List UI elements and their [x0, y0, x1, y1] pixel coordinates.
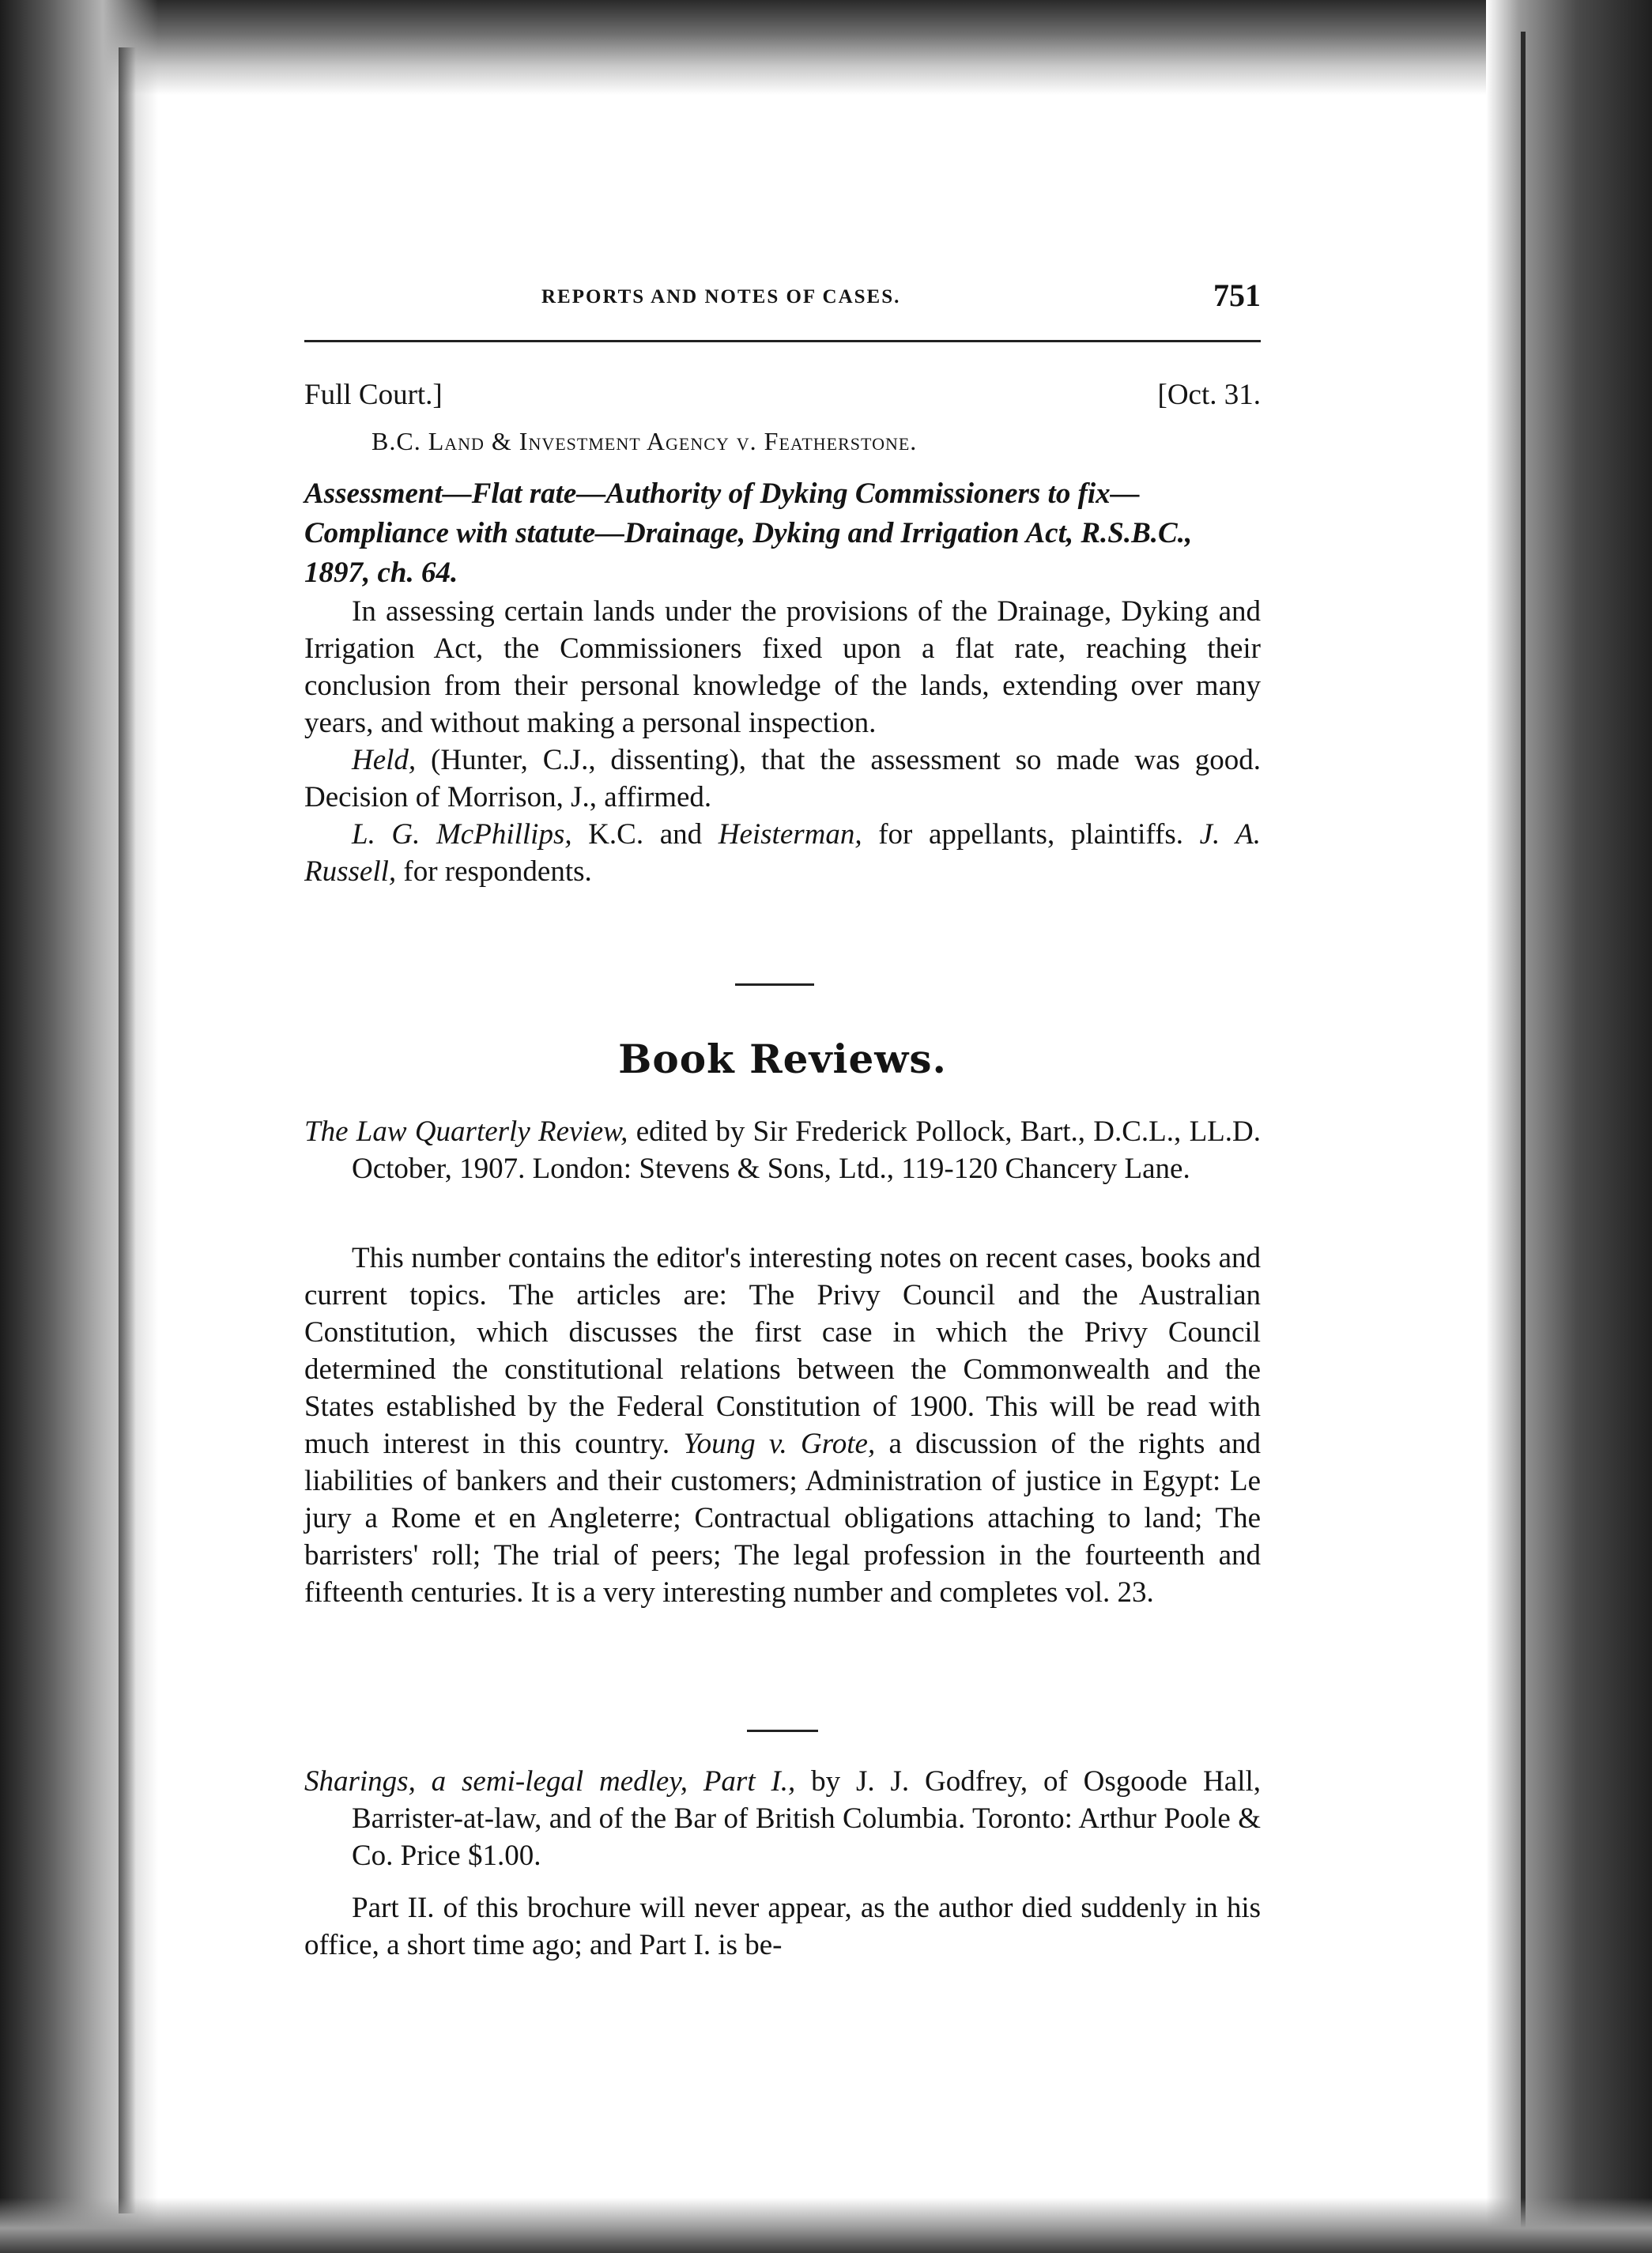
court-line	[304, 378, 1261, 417]
page-edge-right	[1521, 32, 1526, 2229]
scan-shadow-bottom	[0, 2198, 1652, 2253]
header-rule	[304, 340, 1261, 342]
review-1-body	[304, 1240, 1261, 1611]
review-divider	[747, 1730, 818, 1732]
review-1-case-name: Young v. Grote,	[683, 1428, 876, 1460]
review-2-details: by J. J. Godfrey, of Osgoode Hall, Barrister-at-law, and of the Bar of British Columbia. Toronto: Arthur Poole & Co. Price $1.00.	[352, 1765, 1262, 1872]
page-number: 751	[1213, 277, 1261, 313]
running-head-title: REPORTS AND NOTES OF CASES.	[541, 286, 901, 308]
case-headnote: Assessment—Flat rate—Authority of Dyking Commissioners to fix—Compliance with statute—Drainage, Dyking and Irrigation Act, R.S.B.C., 1897, ch. 64.	[304, 477, 1193, 589]
held-label: Held,	[352, 744, 417, 776]
counsel-3-text: for respondents.	[403, 855, 592, 888]
case-counsel	[304, 816, 1261, 890]
review-1-details: edited by Sir Frederick Pollock, Bart., D.C.L., LL.D. October, 1907. London: Stevens & Sons, Ltd., 119-120 Chancery Lane.	[352, 1115, 1262, 1185]
counsel-1-name: L. G. McPhillips,	[352, 818, 572, 851]
section-divider	[735, 983, 814, 986]
scan-shadow-right	[1486, 0, 1652, 2253]
page-edge-left	[119, 47, 136, 2213]
review-1-body-part1: This number contains the editor's interesting notes on recent cases, books and current topics. The articles are: The Privy Council and the Australian Constitution, which discusses the first case in which the Privy Council determined the constitutional relations between the Commonwealth and the States established by the Federal Constitution of 1900. This will be read with much interest in this country.	[304, 1242, 1261, 1460]
review-2-title: Sharings, a semi-legal medley, Part I.,	[304, 1765, 796, 1798]
counsel-2-name: Heisterman,	[718, 818, 862, 851]
review-1-title: The Law Quarterly Review,	[304, 1115, 628, 1148]
scan-shadow-top	[0, 0, 1652, 95]
section-title-book-reviews: Book Reviews.	[618, 1036, 947, 1082]
case-paragraph-facts: In assessing certain lands under the provisions of the Drainage, Dyking and Irrigation Act, the Commissioners fixed upon a flat rate, reaching their conclusion from their personal knowledge of the lands, extending over many years, and without making a personal inspection.	[304, 595, 1261, 739]
review-2-body: Part II. of this brochure will never appear, as the author died suddenly in his office, a short time ago; and Part I. is be-	[304, 1892, 1261, 1961]
case-title: B.C. Land & Investment Agency v. Featherstone.	[372, 427, 918, 455]
review-2-citation	[304, 1763, 1261, 1874]
review-1-citation	[304, 1113, 1261, 1187]
case-date: [Oct. 31.	[1157, 379, 1261, 411]
counsel-3-name: J. A. Russell,	[304, 818, 1262, 888]
court-name: Full Court.]	[304, 379, 443, 411]
running-head	[304, 277, 1261, 316]
case-paragraph-held	[304, 742, 1261, 816]
held-text: (Hunter, C.J., dissenting), that the assessment so made was good. Decision of Morrison, J., affirmed.	[304, 744, 1261, 813]
review-1-body-part2: a discussion of the rights and liabilities of bankers and their customers; Administration of justice in Egypt: Le jury a Rome et en Angleterre; Contractual obligations attaching to land; The barristers' roll; The trial of peers; The legal profession in the fourteenth and fifteenth centuries. It is a very interesting number and completes vol. 23.	[304, 1428, 1262, 1609]
document-page	[304, 277, 1262, 1961]
counsel-1-text: K.C. and	[588, 818, 703, 851]
counsel-2-text: for appellants, plaintiffs.	[878, 818, 1183, 851]
